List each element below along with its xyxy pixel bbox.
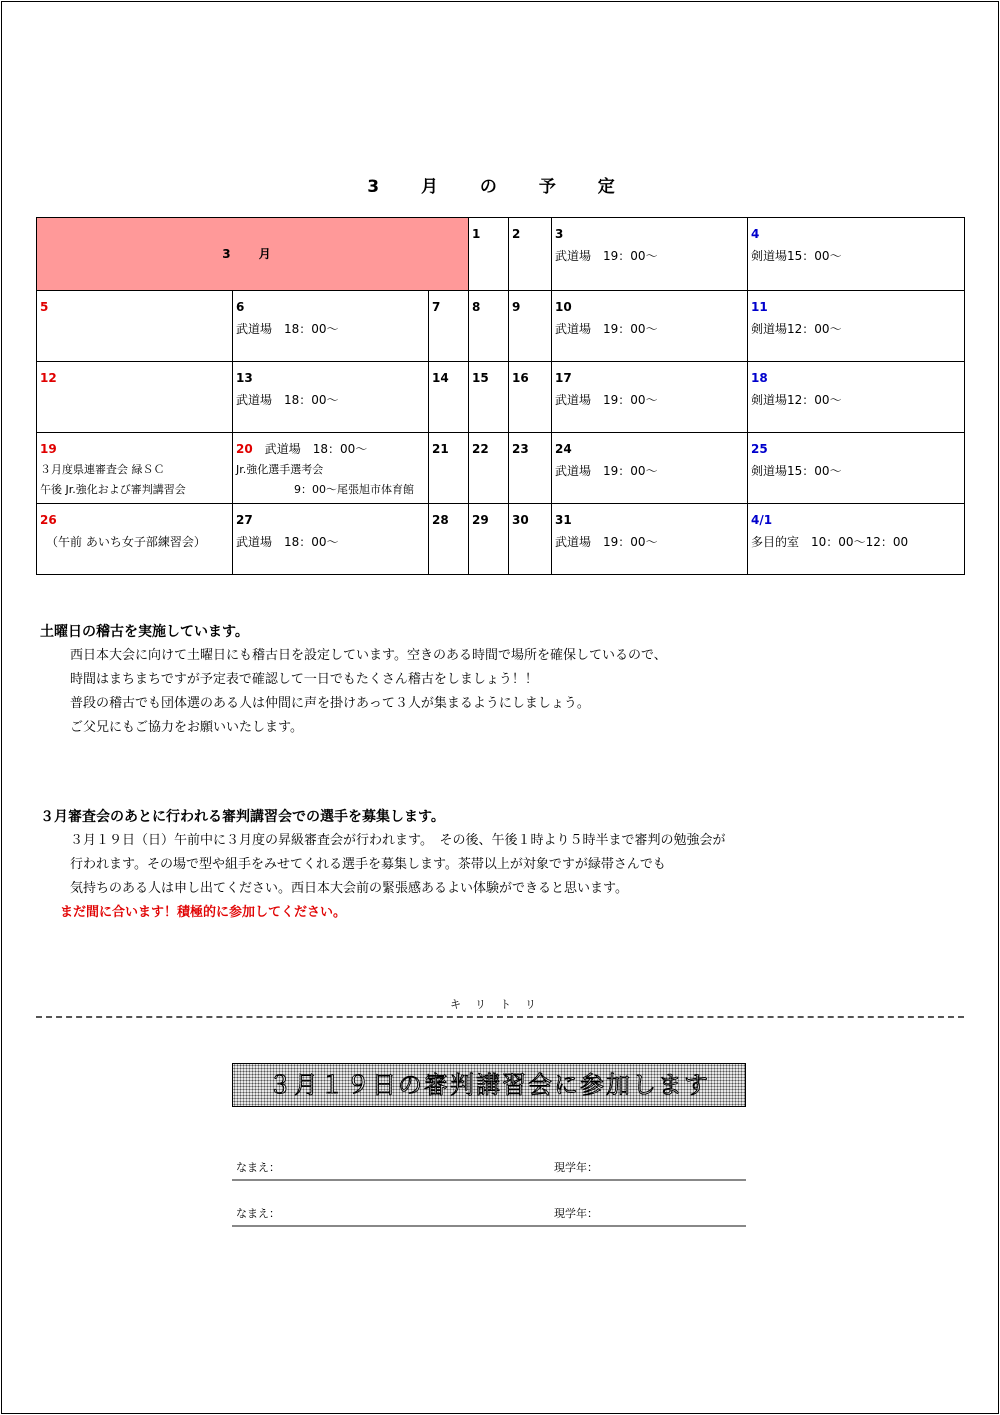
day-cell-sunday: 12 [37,362,233,433]
calendar-row [37,362,965,433]
participation-banner: ３月１９日の審判講習会に参加します [232,1063,746,1107]
grade-field-label: 現学年： [554,1161,598,1174]
day-cell-sunday: 26 （午前 あいち女子部練習会） [37,504,233,575]
day-cell: 16 [509,362,552,433]
day-cell: 21 [429,433,469,504]
cut-label: キリトリ [450,998,550,1011]
calendar-table [36,217,965,575]
day-cell: 2 [509,218,552,291]
day-cell: 13 武道場 18：00～ [233,362,429,433]
name-field-label: なまえ： [236,1207,280,1220]
day-cell-saturday: 4/1 多目的室 10：00～12：00 [748,504,965,575]
day-cell-saturday: 18 剣道場12：00～ [748,362,965,433]
day-cell-holiday: 20 武道場 18：00～ Jr.強化選手選考会 9：00～尾張旭市体育館 [233,433,429,504]
day-cell-saturday: 4 剣道場15：00～ [748,218,965,291]
day-cell: 14 [429,362,469,433]
notice-line: 行われます。その場で型や組手をみせてくれる選手を募集します。茶帯以上が対象ですが緑帯さんでも [70,857,666,872]
notice-warning: まだ間に合います！積極的に参加してください。 [60,905,347,920]
day-cell: 15 [469,362,509,433]
notice-line: 時間はまちまちですが予定表で確認して一日でもたくさん稽古をしましょう！！ [70,672,538,687]
calendar-row [37,504,965,575]
notice-referee-seminar [40,805,725,925]
calendar-row [37,291,965,362]
notice-heading: ３月審査会のあとに行われる審判講習会での選手を募集します。 [40,809,445,825]
day-cell: 8 [469,291,509,362]
notice-saturday-practice [40,620,667,740]
day-cell: 28 [429,504,469,575]
day-cell: 6 武道場 18：00～ [233,291,429,362]
notice-line: ご父兄にもご協力をお願いいたします。 [70,720,303,735]
day-cell: 7 [429,291,469,362]
day-cell: 24 武道場 19：00～ [552,433,748,504]
form-row[interactable] [232,1157,746,1181]
day-cell: 17 武道場 19：00～ [552,362,748,433]
day-cell: 29 [469,504,509,575]
page-title: 3 月 の 予 定 [367,177,633,197]
day-cell: 9 [509,291,552,362]
day-cell: 31 武道場 19：00～ [552,504,748,575]
form-row[interactable] [232,1203,746,1227]
month-header: 3 月 [37,218,469,291]
day-cell: 30 [509,504,552,575]
name-field-label: なまえ： [236,1161,280,1174]
notice-line: ３月１９日（日）午前中に３月度の昇級審査会が行われます。 その後、午後１時より５時半まで審判の勉強会が [70,833,726,848]
day-cell: 3 武道場 19：00～ [552,218,748,291]
notice-heading: 土曜日の稽古を実施しています。 [40,624,249,640]
day-cell: 23 [509,433,552,504]
day-cell: 10 武道場 19：00～ [552,291,748,362]
grade-field-label: 現学年： [554,1207,598,1220]
day-cell: 27 武道場 18：00～ [233,504,429,575]
calendar-row [37,218,965,291]
day-cell: 22 [469,433,509,504]
notice-line: 普段の稽古でも団体選のある人は仲間に声を掛けあって３人が集まるようにしましょう。 [70,696,590,711]
day-cell-saturday: 25 剣道場15：00～ [748,433,965,504]
cut-line-divider [36,1016,964,1018]
day-cell: 1 [469,218,509,291]
day-cell-sunday: 5 [37,291,233,362]
day-cell-sunday: 19 ３月度県連審査会 緑ＳＣ 午後 Jr.強化および審判講習会 [37,433,233,504]
notice-line: 気持ちのある人は申し出てください。西日本大会前の緊張感あるよい体験ができると思います。 [70,881,628,896]
calendar-row [37,433,965,504]
notice-line: 西日本大会に向けて土曜日にも稽古日を設定しています。空きのある時間で場所を確保しているので、 [70,648,667,663]
day-cell-saturday: 11 剣道場12：00～ [748,291,965,362]
